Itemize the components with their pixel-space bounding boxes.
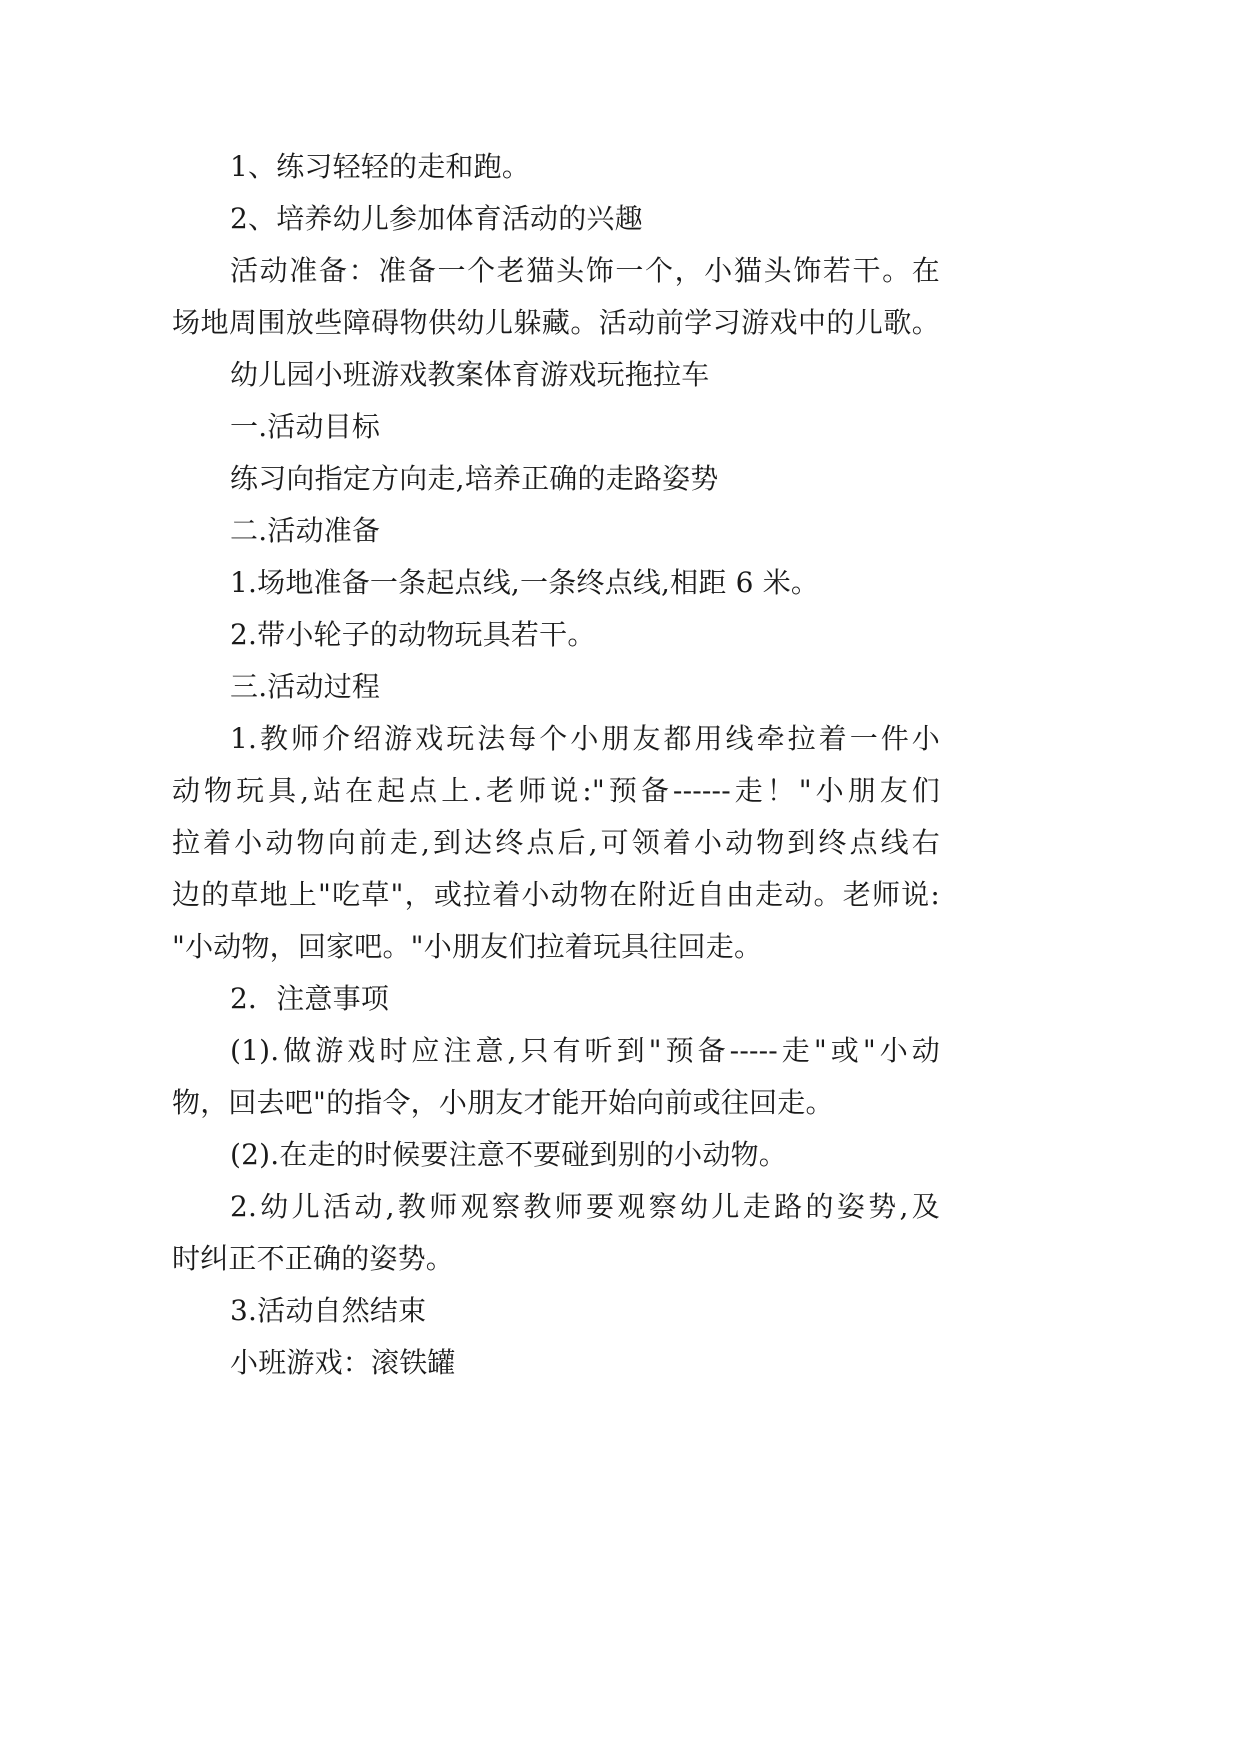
process-step-1 [172,713,940,973]
text-line: 2.带小轮子的动物玩具若干。 [230,618,596,651]
goal-text [172,453,940,505]
section-heading-preparation [172,505,940,557]
text-line: 动物玩具,站在起点上.老师说:"预备------走！"小朋友们 [172,774,940,807]
document-body [172,141,940,1389]
game-title [172,1337,940,1389]
process-step-3 [172,1285,940,1337]
text-line: "小动物，回家吧。"小朋友们拉着玩具往回走。 [172,930,763,963]
objective-item-2 [172,193,940,245]
text-line: 小班游戏：滚铁罐 [230,1346,456,1379]
lesson-title [172,349,940,401]
text-line: 1.教师介绍游戏玩法每个小朋友都用线牵拉着一件小 [230,722,940,755]
note-item-1 [172,1025,940,1129]
section-heading-process [172,661,940,713]
text-line: 二.活动准备 [230,514,381,547]
text-line: (1).做游戏时应注意,只有听到"预备-----走"或"小动 [230,1034,940,1067]
text-line: 2．注意事项 [230,982,390,1015]
preparation-item-2 [172,609,940,661]
text-line: 时纠正不正确的姿势。 [172,1242,455,1275]
text-line: 边的草地上"吃草"，或拉着小动物在附近自由走动。老师说: [172,878,940,911]
text-line: 幼儿园小班游戏教案体育游戏玩拖拉车 [230,358,710,391]
text-line: 场地周围放些障碍物供幼儿躲藏。活动前学习游戏中的儿歌。 [172,306,940,339]
text-line: 2、培养幼儿参加体育活动的兴趣 [230,202,643,235]
text-line: 2.幼儿活动,教师观察教师要观察幼儿走路的姿势,及 [230,1190,940,1223]
notes-heading [172,973,940,1025]
text-line: 活动准备：准备一个老猫头饰一个，小猫头饰若干。在 [230,254,940,287]
text-line: 一.活动目标 [230,410,381,443]
text-line: 练习向指定方向走,培养正确的走路姿势 [230,462,719,495]
text-line: 3.活动自然结束 [230,1294,427,1327]
text-line: 1.场地准备一条起点线,一条终点线,相距 6 米。 [230,566,820,599]
objective-item-1 [172,141,940,193]
process-step-2 [172,1181,940,1285]
text-line: 1、练习轻轻的走和跑。 [230,150,531,183]
note-item-2 [172,1129,940,1181]
section-heading-goals [172,401,940,453]
text-line: 物，回去吧"的指令，小朋友才能开始向前或往回走。 [172,1086,834,1119]
text-line: 三.活动过程 [230,670,381,703]
text-line: (2).在走的时候要注意不要碰到别的小动物。 [230,1138,787,1171]
preparation-item-1 [172,557,940,609]
activity-preparation-paragraph [172,245,940,349]
text-line: 拉着小动物向前走,到达终点后,可领着小动物到终点线右 [172,826,940,859]
